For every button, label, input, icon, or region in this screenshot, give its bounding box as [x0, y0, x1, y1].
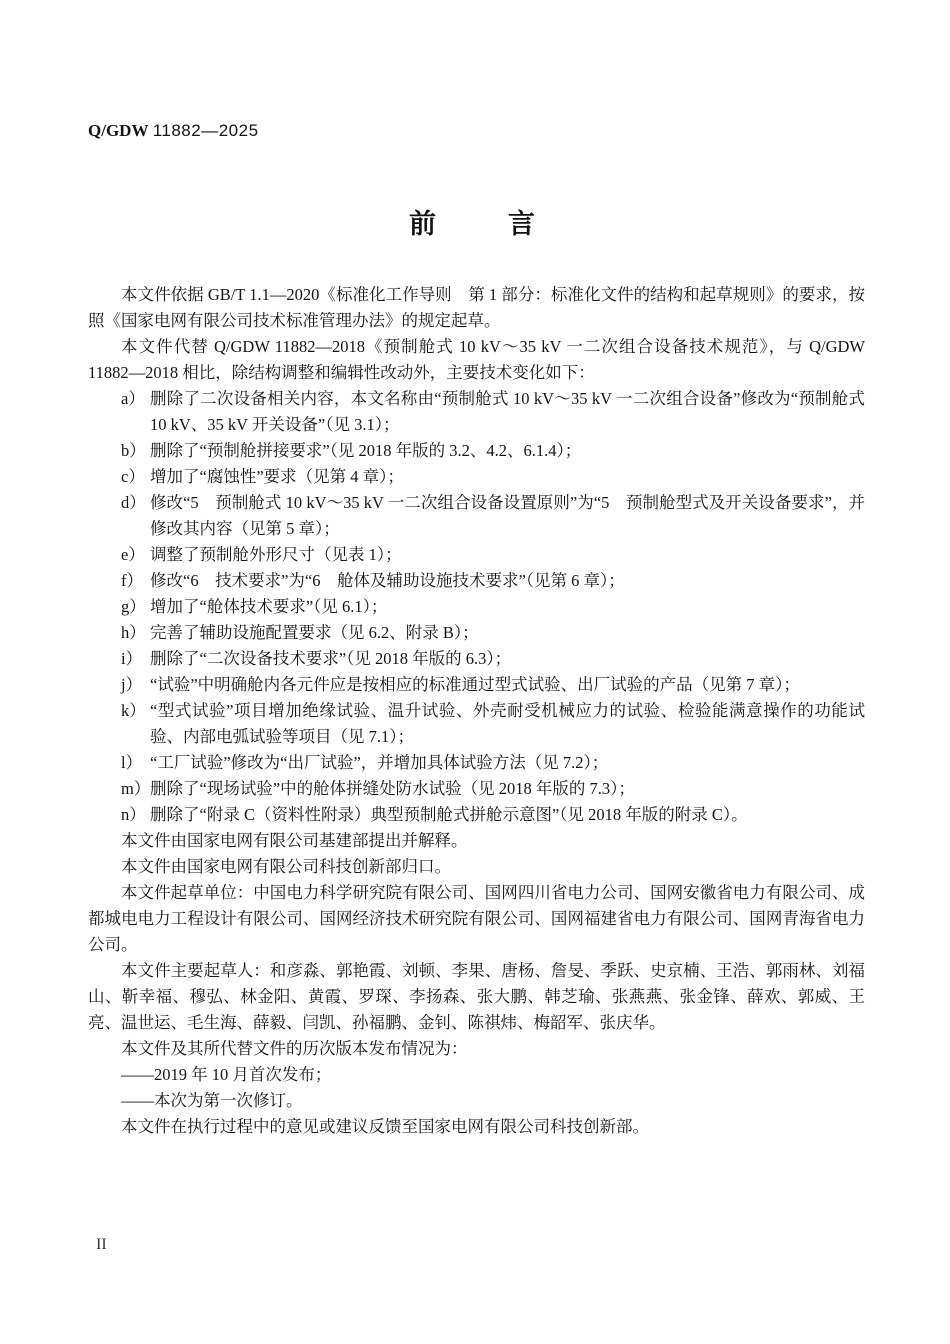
list-item — [88, 568, 865, 594]
list-item-text: 删除了二次设备相关内容，本文名称由“预制舱式 10 kV～35 kV 一二次组合设备”修改为“预制舱式 10 kV、35 kV 开关设备”（见 3.1）； — [150, 389, 865, 434]
list-item — [88, 594, 865, 620]
list-item-label: n） — [121, 805, 146, 824]
page-title: 前 言 — [409, 209, 541, 239]
list-item-text: 删除了“预制舱拼接要求”（见 2018 年版的 3.2、4.2、6.1.4）； — [150, 441, 582, 460]
list-item-label: c） — [121, 467, 145, 486]
list-item — [88, 438, 865, 464]
list-item — [88, 672, 865, 698]
list-item — [88, 802, 865, 828]
standard-code: Q/GDW — [88, 121, 149, 140]
list-item-text: 删除了“二次设备技术要求”（见 2018 年版的 6.3）； — [150, 649, 512, 668]
list-item-label: f） — [121, 571, 143, 590]
issuer-paragraph: 本文件由国家电网有限公司基建部提出并解释。 — [121, 831, 468, 850]
list-item-label: h） — [121, 623, 146, 642]
version-history-intro: 本文件及其所代替文件的历次版本发布情况为： — [121, 1039, 468, 1058]
list-item-label: g） — [121, 597, 146, 616]
list-item-text: 调整了预制舱外形尺寸（见表 1）； — [150, 545, 402, 564]
intro-paragraph: 本文件依据 GB/T 1.1—2020《标准化工作导则 第 1 部分：标准化文件的结构和起草规则》的要求，按照《国家电网有限公司技术标准管理办法》的规定起草。 — [88, 285, 865, 330]
drafting-organizations-paragraph: 本文件起草单位：中国电力科学研究院有限公司、国网四川省电力公司、国网安徽省电力有限公司、成都城电电力工程设计有限公司、国网经济技术研究院有限公司、国网福建省电力有限公司、国网青海省电力公司。 — [88, 883, 865, 954]
list-item-text: 增加了“腐蚀性”要求（见第 4 章）； — [150, 467, 404, 486]
list-item-text: 增加了“舱体技术要求”（见 6.1）； — [150, 597, 388, 616]
list-item-label: j） — [121, 675, 143, 694]
list-item-text: “工厂试验”修改为“出厂试验”，并增加具体试验方法（见 7.2）； — [150, 753, 609, 772]
list-item-label: a） — [121, 389, 145, 408]
drafters-paragraph: 本文件主要起草人：和彦淼、郭艳霞、刘顿、李果、唐杨、詹旻、季跃、史京楠、王浩、郭雨林、刘福山、靳幸福、穆弘、林金阳、黄霞、罗琛、李扬森、张大鹏、韩芝瑜、张燕燕、张金锋、薛欢、郭威、王亮、温世运、毛生海、薛毅、闫凯、孙福鹏、金钊、陈祺炜、梅韶军、张庆华。 — [88, 961, 865, 1032]
list-item — [88, 386, 865, 438]
list-item — [88, 776, 865, 802]
list-item-text: “试验”中明确舱内各元件应是按相应的标准通过型式试验、出厂试验的产品（见第 7 章）； — [150, 675, 800, 694]
version-history-item: ——本次为第一次修订。 — [121, 1091, 303, 1110]
list-item-label: e） — [121, 545, 145, 564]
list-item — [88, 646, 865, 672]
list-item — [88, 464, 865, 490]
list-item-text: “型式试验”项目增加绝缘试验、温升试验、外壳耐受机械应力的试验、检验能满意操作的功能试验、内部电弧试验等项目（见 7.1）； — [150, 701, 865, 746]
list-item — [88, 542, 865, 568]
list-item — [88, 620, 865, 646]
foreword-content — [88, 282, 865, 1140]
centralized-dept-paragraph: 本文件由国家电网有限公司科技创新部归口。 — [121, 857, 451, 876]
list-item — [88, 750, 865, 776]
list-item-text: 修改“6 技术要求”为“6 舱体及辅助设施技术要求”（见第 6 章）； — [150, 571, 625, 590]
list-item-text: 删除了“现场试验”中的舱体拼缝处防水试验（见 2018 年版的 7.3）； — [150, 779, 635, 798]
list-item-label: i） — [121, 649, 143, 668]
feedback-paragraph: 本文件在执行过程中的意见或建议反馈至国家电网有限公司科技创新部。 — [121, 1117, 649, 1136]
version-history-item: ——2019 年 10 月首次发布； — [121, 1065, 332, 1084]
list-item — [88, 698, 865, 750]
list-item-label: m） — [121, 779, 151, 798]
page-number: II — [96, 1236, 107, 1253]
document-code-header — [88, 121, 259, 141]
list-item-label: k） — [121, 701, 146, 720]
standard-number: 11882—2025 — [152, 121, 259, 140]
list-item-text: 修改“5 预制舱式 10 kV～35 kV 一二次组合设备设置原则”为“5 预制舱型式及开关设备要求”，并修改其内容（见第 5 章）； — [150, 493, 865, 538]
list-item-text: 删除了“附录 C（资料性附录）典型预制舱式拼舱示意图”（见 2018 年版的附录 C）。 — [150, 805, 748, 824]
list-item — [88, 490, 865, 542]
list-item-label: b） — [121, 441, 146, 460]
list-item-label: d） — [121, 493, 146, 512]
list-item-label: l） — [121, 753, 143, 772]
list-item-text: 完善了辅助设施配置要求（见 6.2、附录 B）； — [150, 623, 479, 642]
intro-paragraph: 本文件代替 Q/GDW 11882—2018《预制舱式 10 kV～35 kV 一二次组合设备技术规范》，与 Q/GDW 11882—2018 相比，除结构调整和编辑性改动外，主要技术变化如下： — [88, 337, 865, 382]
